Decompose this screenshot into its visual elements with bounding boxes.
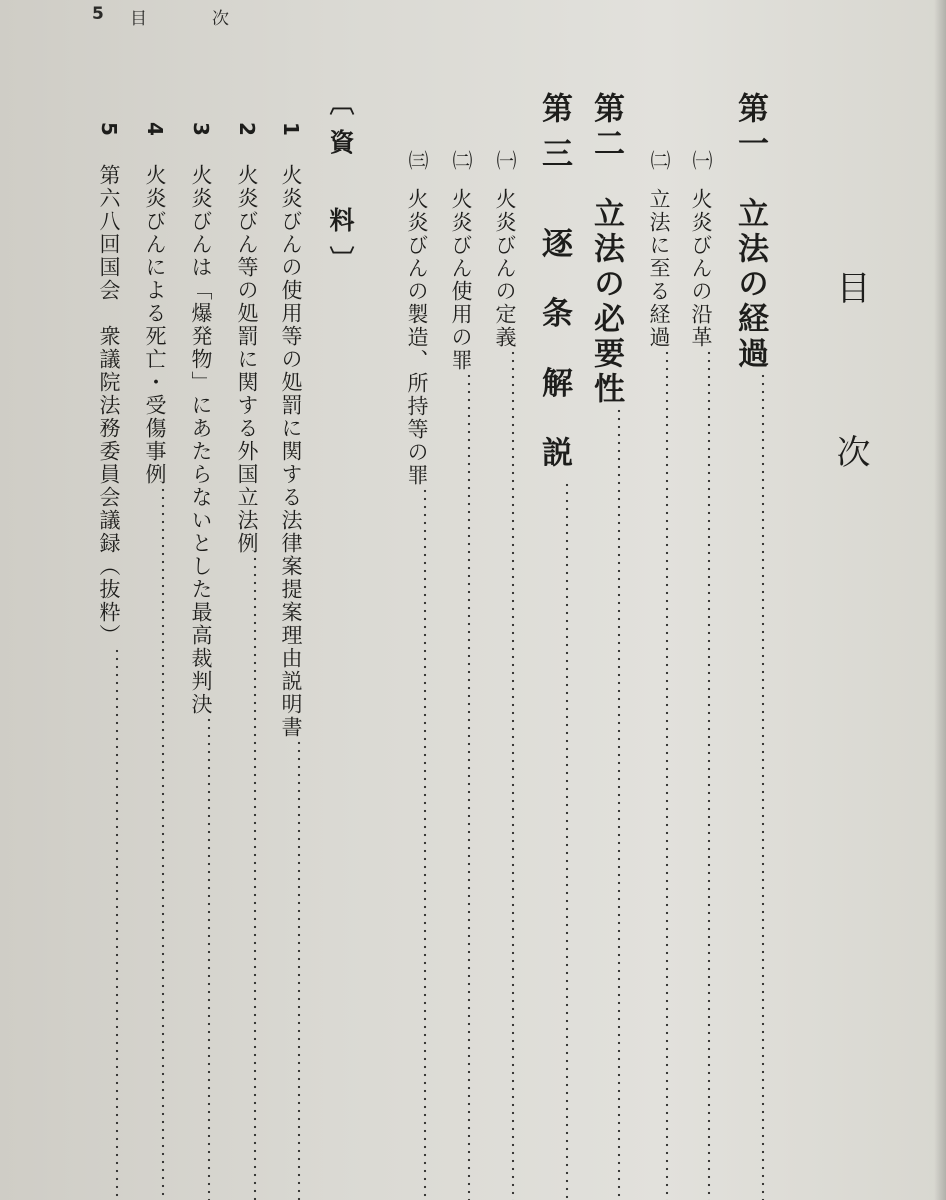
leader-dots — [423, 487, 427, 1200]
section-marker: ㈠ — [493, 150, 517, 172]
material-item-4 — [144, 122, 165, 1200]
leader-dots — [467, 372, 471, 1200]
material-item-2 — [236, 122, 257, 1200]
material-number: 2 — [235, 122, 259, 138]
header-word-2: 次 — [212, 9, 229, 29]
materials-heading: 〔資 料〕 — [326, 90, 355, 285]
section-marker: ㈢ — [405, 150, 429, 172]
material-text: 第六八回国会 衆議院法務委員会議録（抜粋） — [97, 163, 121, 647]
material-number: 3 — [189, 122, 213, 138]
material-text: 火炎びんの使用等の処罰に関する法律案提案理由説明書 — [279, 163, 303, 739]
leader-dots — [115, 647, 119, 1200]
chapter-2-heading — [588, 92, 624, 1200]
section-text: 火炎びんの定義 — [493, 188, 517, 349]
chapter-1-heading — [732, 92, 768, 1200]
section-marker: ㈠ — [689, 150, 713, 172]
leader-dots — [761, 372, 765, 1200]
leader-dots — [297, 739, 301, 1200]
material-number: 1 — [279, 122, 303, 138]
chapter-2-label: 第二 立法の必要性 — [588, 92, 624, 407]
material-item-3 — [190, 122, 211, 1200]
leader-dots — [565, 481, 569, 1200]
material-text: 火炎びんによる死亡・受傷事例 — [143, 163, 167, 486]
section-text: 立法に至る経過 — [647, 188, 671, 349]
chapter-1-label: 第一 立法の経過 — [732, 92, 768, 372]
chapter-3-section-3 — [406, 150, 427, 1200]
material-item-1 — [280, 122, 301, 1200]
leader-dots — [207, 716, 211, 1200]
chapter-1-section-1 — [690, 150, 711, 1200]
leader-dots — [707, 349, 711, 1200]
leader-dots — [161, 486, 165, 1200]
toc-title: 目 次 — [830, 270, 870, 516]
section-text: 火炎びん使用の罪 — [449, 188, 473, 372]
chapter-1-section-2 — [648, 150, 669, 1200]
leader-dots — [665, 349, 669, 1200]
leader-dots — [253, 555, 257, 1200]
chapter-3-heading — [536, 92, 572, 1200]
section-text: 火炎びんの製造、所持等の罪 — [405, 188, 429, 487]
material-number: 4 — [143, 122, 167, 138]
header-word-1: 目 — [130, 9, 147, 29]
material-item-5 — [98, 122, 119, 1200]
material-number: 5 — [97, 122, 121, 138]
leader-dots — [511, 349, 515, 1200]
page-number: 5 — [92, 4, 104, 24]
leader-dots — [617, 407, 621, 1200]
chapter-3-label: 第三 逐 条 解 説 — [536, 92, 572, 482]
chapter-3-section-1 — [494, 150, 515, 1200]
section-text: 火炎びんの沿革 — [689, 188, 713, 349]
page-edge-shadow — [934, 0, 946, 1200]
section-marker: ㈡ — [449, 150, 473, 172]
material-text: 火炎びん等の処罰に関する外国立法例 — [235, 163, 259, 555]
section-marker: ㈡ — [647, 150, 671, 172]
chapter-3-section-2 — [450, 150, 471, 1200]
material-text: 火炎びんは「爆発物」にあたらないとした最高裁判決 — [189, 163, 213, 716]
